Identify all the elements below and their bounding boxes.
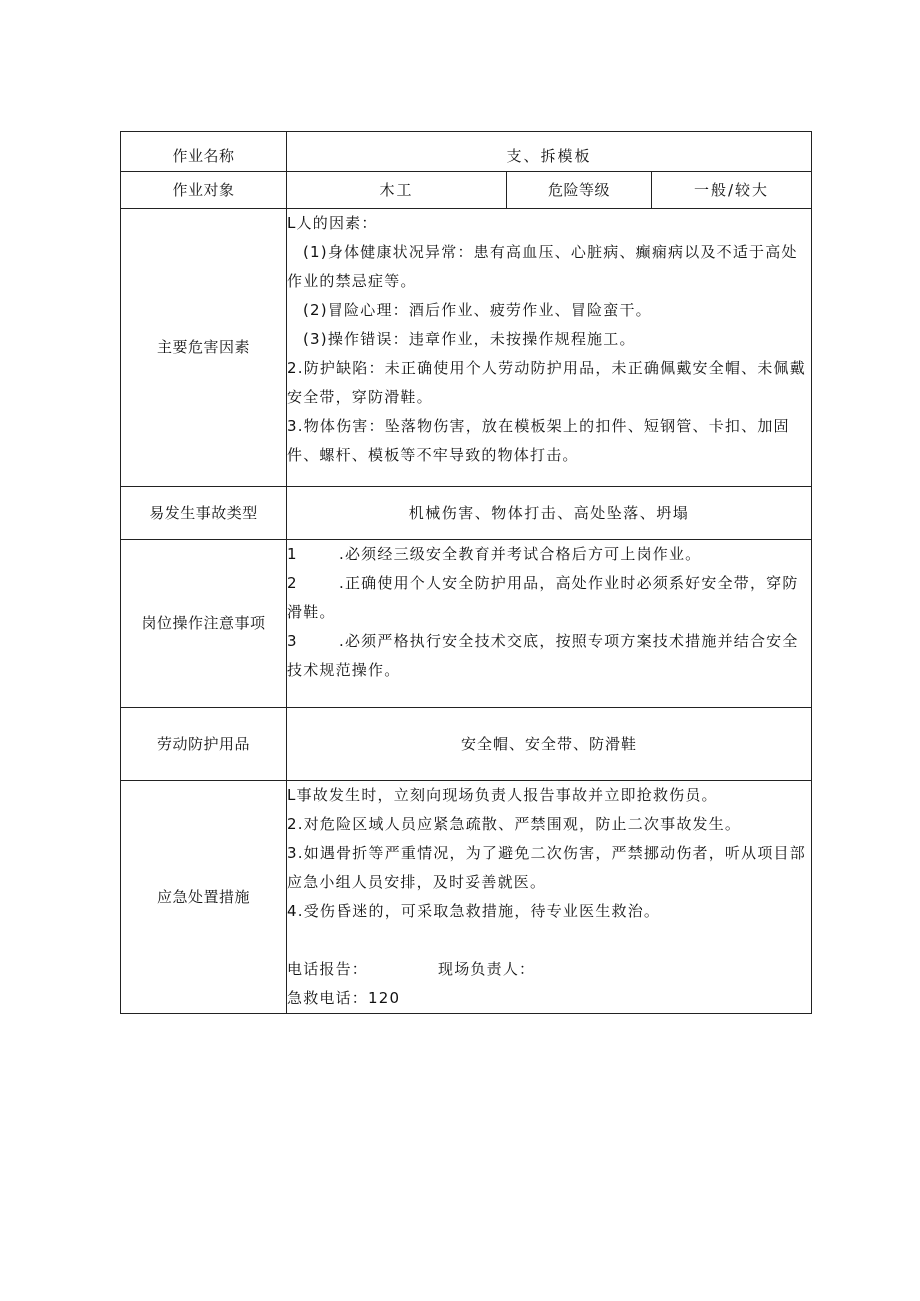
note-number: 3 bbox=[287, 632, 298, 650]
row-emergency bbox=[121, 781, 812, 1014]
first-aid-number: 120 bbox=[368, 989, 401, 1007]
emergency-content bbox=[287, 781, 812, 1014]
safety-card-table bbox=[120, 131, 812, 1014]
hazard-line: (1)身体健康状况异常：患有高血压、心脏病、癫痫病以及不适于高处作业的禁忌症等。 bbox=[287, 243, 798, 290]
hazard-level-value: 一般/较大 bbox=[652, 172, 812, 209]
hazard-line: L人的因素： bbox=[287, 214, 378, 232]
job-name-label: 作业名称 bbox=[121, 132, 287, 172]
row-operation-notes bbox=[121, 540, 812, 708]
job-target-label: 作业对象 bbox=[121, 172, 287, 209]
main-hazards-content bbox=[287, 209, 812, 487]
accident-types-value: 机械伤害、物体打击、高处坠落、坍塌 bbox=[287, 487, 812, 540]
note-number: 1 bbox=[287, 545, 298, 563]
first-aid-line bbox=[287, 984, 811, 1013]
emergency-line: 3.如遇骨折等严重情况，为了避免二次伤害，严禁挪动伤者，听从项目部应急小组人员安排，及时妥善就医。 bbox=[287, 844, 806, 891]
note-text: .必须严格执行安全技术交底，按照专项方案技术措施并结合安全技术规范操作。 bbox=[287, 632, 799, 679]
job-target-value: 木工 bbox=[287, 172, 507, 209]
note-text: .正确使用个人安全防护用品，高处作业时必须系好安全带，穿防滑鞋。 bbox=[287, 574, 799, 621]
hazard-line: 2.防护缺陷：未正确使用个人劳动防护用品，未正确佩戴安全帽、未佩戴安全带，穿防滑鞋。 bbox=[287, 359, 806, 406]
main-hazards-label: 主要危害因素 bbox=[121, 209, 287, 487]
emergency-label: 应急处置措施 bbox=[121, 781, 287, 1014]
row-accident-types bbox=[121, 487, 812, 540]
hazard-line: 3.物体伤害：坠落物伤害，放在模板架上的扣件、短钢管、卡扣、加固件、螺杆、模板等不牢导致的物体打击。 bbox=[287, 417, 790, 464]
row-main-hazards bbox=[121, 209, 812, 487]
operation-notes-label: 岗位操作注意事项 bbox=[121, 540, 287, 708]
emergency-line: 2.对危险区域人员应紧急疏散、严禁围观，防止二次事故发生。 bbox=[287, 815, 742, 833]
note-item bbox=[287, 627, 811, 685]
first-aid-label: 急救电话： bbox=[287, 989, 369, 1007]
row-job-target bbox=[121, 172, 812, 209]
hazard-level-label: 危险等级 bbox=[507, 172, 652, 209]
note-number: 2 bbox=[287, 574, 298, 592]
note-item bbox=[287, 569, 811, 627]
emergency-line: 4.受伤昏迷的，可采取急救措施，待专业医生救治。 bbox=[287, 902, 661, 920]
site-manager-label: 现场负责人： bbox=[438, 960, 536, 978]
spacer bbox=[287, 926, 811, 955]
row-job-name bbox=[121, 132, 812, 172]
phone-report-label: 电话报告： bbox=[287, 960, 369, 978]
job-name-value: 支、拆模板 bbox=[287, 132, 812, 172]
note-text: .必须经三级安全教育并考试合格后方可上岗作业。 bbox=[339, 545, 702, 563]
note-item bbox=[287, 540, 811, 569]
ppe-label: 劳动防护用品 bbox=[121, 708, 287, 781]
operation-notes-content bbox=[287, 540, 812, 708]
row-ppe bbox=[121, 708, 812, 781]
ppe-value: 安全帽、安全带、防滑鞋 bbox=[287, 708, 812, 781]
hazard-line: (3)操作错误：违章作业，未按操作规程施工。 bbox=[303, 330, 636, 348]
accident-types-label: 易发生事故类型 bbox=[121, 487, 287, 540]
hazard-line: (2)冒险心理：酒后作业、疲劳作业、冒险蛮干。 bbox=[303, 301, 652, 319]
phone-report-line bbox=[287, 955, 811, 984]
emergency-line: L事故发生时，立刻向现场负责人报告事故并立即抢救伤员。 bbox=[287, 786, 718, 804]
